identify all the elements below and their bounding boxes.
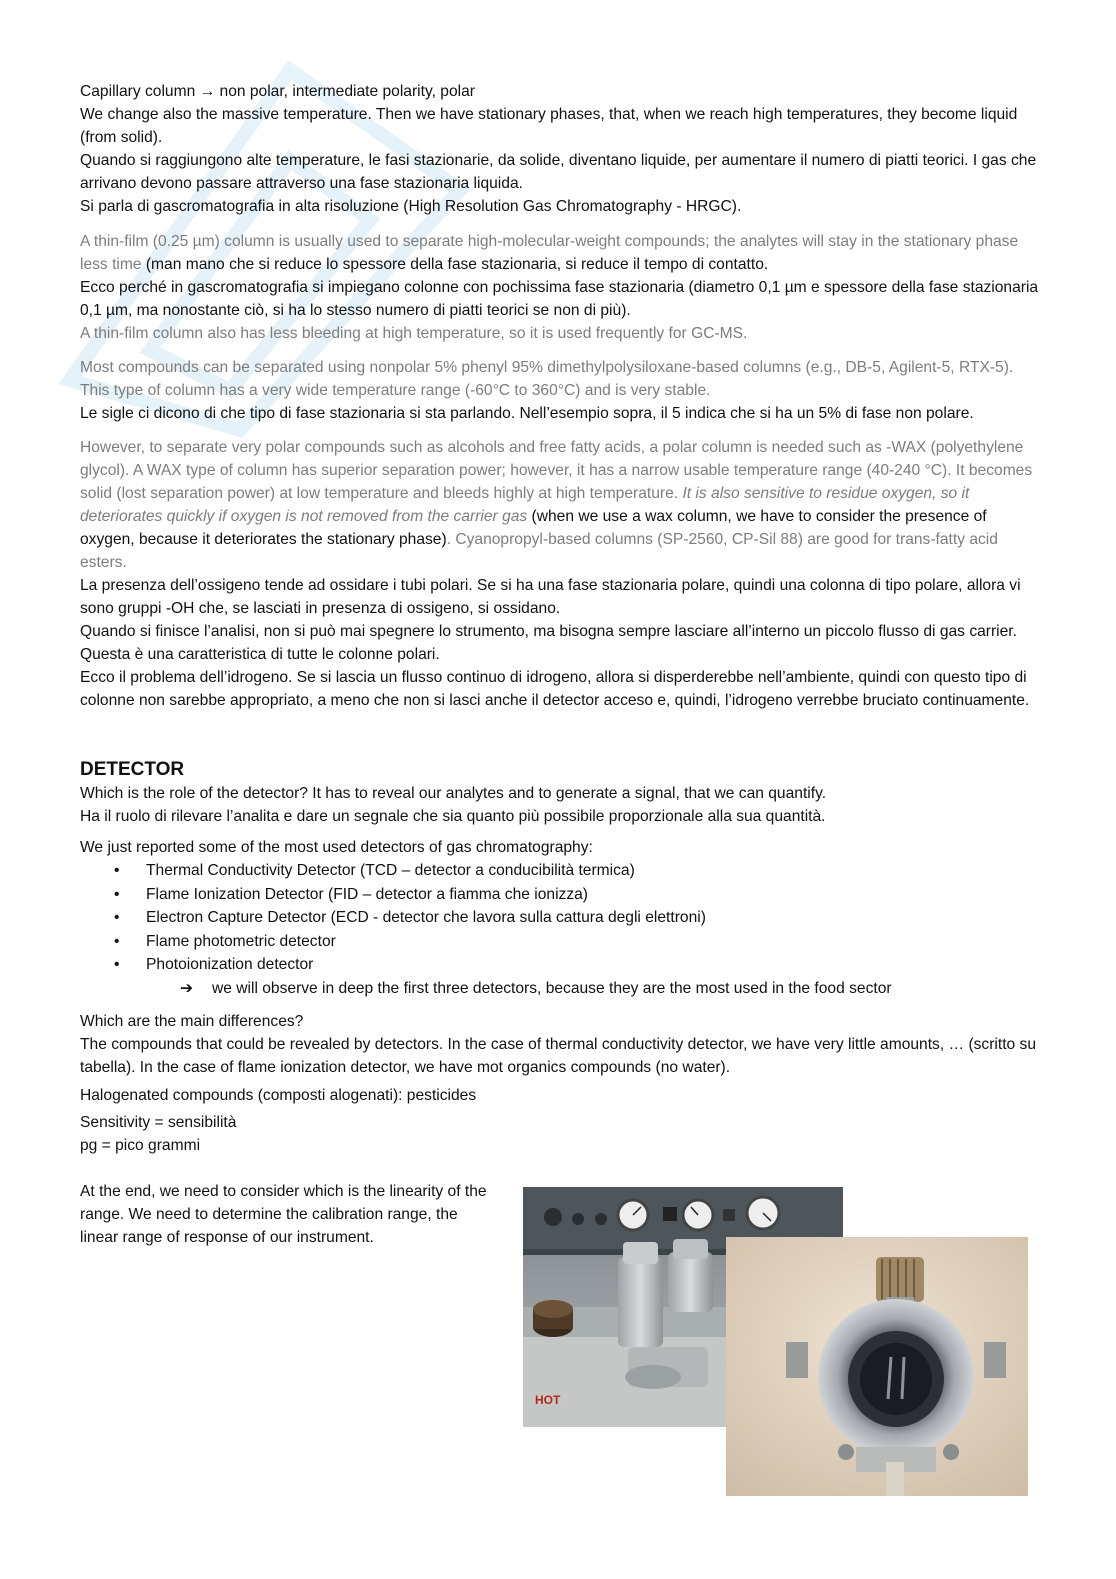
detector-heading: DETECTOR	[80, 759, 185, 780]
text-detector-role: Which is the role of the detector? It has to reveal our analytes and to generate a signal, that we can quantify.	[80, 785, 827, 802]
list-item: • Flame Ionization Detector (FID – detector a fiamma che ionizza)	[80, 883, 1040, 907]
text-thin-film-note: (man mano che si reduce lo spessore della fase stazionaria, si reduce il tempo di contatto.	[141, 256, 769, 273]
text-thin-film	[80, 230, 1040, 276]
text-hrgc: Si parla di gascromatografia in alta risoluzione (High Resolution Gas Chromatography - HRGC).	[80, 198, 742, 215]
text-detector-ruolo: Ha il ruolo di rilevare l’analita e dare un segnale che sia quanto più possibile proporzionale alla sua quantità.	[80, 808, 826, 825]
text-detectors-intro: We just reported some of the most used detectors of gas chromatography:	[80, 839, 593, 856]
text-picogrammi: pg = pico grammi	[80, 1137, 201, 1154]
text-le-sigle: Le sigle ci dicono di che tipo di fase stazionaria si sta parlando. Nell’esempio sopra, il 5 indica che si ha un 5% di fase non polare.	[80, 405, 974, 422]
page-content	[80, 80, 1040, 1249]
text-linearity: At the end, we need to consider which is the linearity of the range. We need to determine the calibration range, the linear range of response of our instrument.	[80, 1183, 487, 1246]
text-ossigeno: La presenza dell’ossigeno tende ad ossidare i tubi polari. Se si ha una fase stazionaria polare, quindi una colonna di tipo polare, allora vi sono gruppi -OH che, se lasciati in presenza di ossigeno, si ossidano.	[80, 577, 1021, 617]
hot-label: HOT	[535, 1393, 561, 1407]
text-less-bleeding: A thin-film column also has less bleeding at high temperature, so it is used frequently for GC-MS.	[80, 325, 748, 342]
bullet-icon: •	[114, 862, 120, 879]
arrow-note: ➔ we will observe in deep the first three detectors, because they are the most used in the food sector	[80, 977, 1040, 1001]
text-massive-temperature: We change also the massive temperature. Then we have stationary phases, that, when we reach high temperatures, they become liquid (from solid).	[80, 106, 1018, 146]
text-halogenated: Halogenated compounds (composti alogenati): pesticides	[80, 1087, 477, 1104]
text-sensitivity: Sensitivity = sensibilità	[80, 1114, 237, 1131]
bullet-icon: •	[114, 885, 120, 903]
list-item: • Electron Capture Detector (ECD - detector che lavora sulla cattura degli elettroni)	[80, 906, 1040, 930]
text-polar-compounds	[80, 436, 1040, 574]
list-item: • Photoionization detector	[80, 953, 1040, 977]
text-fine-analisi: Quando si finisce l’analisi, non si può mai spegnere lo strumento, ma bisogna sempre lasciare all’interno un piccolo flusso di gas carrier. Questa è una caratteristica di tutte le colonne polari.	[80, 623, 1017, 663]
text-ecco-perche: Ecco perché in gascromatografia si impiegano colonne con pochissima fase stazionaria (diametro 0,1 µm e spessore della fase stazionaria 0,1 µm, ma nonostante ciò, si ha lo stesso numero di piatti teorici se non di più).	[80, 279, 1039, 319]
text-nonpolar-columns: Most compounds can be separated using nonpolar 5% phenyl 95% dimethylpolysiloxane-based columns (e.g., DB-5, Agilent-5, RTX-5). This type of column has a very wide temperature range (-60°C to 360°C) and is very stable.	[80, 359, 1014, 399]
bullet-icon: •	[114, 956, 120, 973]
text-idrogeno: Ecco il problema dell’idrogeno. Se si lascia un flusso continuo di idrogeno, allora si disperderebbe nell’ambiente, quindi con questo tipo di colonne non sarebbe appropriato, a meno che non si lasci anche il detector acceso e, quindi, l’idrogeno verrebbe bruciato continuamente.	[80, 669, 1030, 709]
text-alte-temperature: Quando si raggiungono alte temperature, le fasi stazionarie, da solide, diventano liquide, per aumentare il numero di piatti teorici. I gas che arrivano devono passare attraverso una fase stazionaria liquida.	[80, 152, 1037, 192]
list-item: • Flame photometric detector	[80, 930, 1040, 954]
arrow-right-icon: ➔	[180, 979, 194, 997]
text-oxygen-italic: It is also sensitive to residue oxygen, so it deteriorates quickly if oxygen is not removed from the carrier gas	[80, 485, 970, 525]
detector-list	[80, 859, 1040, 977]
text-compounds-revealed: The compounds that could be revealed by detectors. In the case of thermal conductivity detector, we have very little amounts, … (scritto su tabella). In the case of flame ionization detector, we have mot organics compounds (no water).	[80, 1036, 1037, 1076]
text-cyanopropyl: . Cyanopropyl-based columns (SP-2560, CP-Sil 88) are good for trans-fatty acid esters.	[80, 531, 998, 571]
text-main-differences: Which are the main differences?	[80, 1013, 304, 1030]
fid-detector-photo	[726, 1237, 1028, 1496]
text-wax-note: (when we use a wax column, we have to consider the presence of oxygen, because it deteriorates the stationary phase)	[80, 508, 987, 548]
bullet-icon: •	[114, 932, 120, 950]
text-capillary-column: Capillary column → non polar, intermediate polarity, polar	[80, 83, 475, 100]
text-thin-film-gray: A thin-film (0.25 µm) column is usually used to separate high-molecular-weight compounds; the analytes will stay in the stationary phase less time	[80, 233, 1019, 273]
list-item: • Thermal Conductivity Detector (TCD – detector a conducibilità termica)	[80, 859, 1040, 883]
bullet-icon: •	[114, 909, 120, 926]
text-wax-gray: However, to separate very polar compounds such as alcohols and free fatty acids, a polar column is needed such as -WAX (polyethylene glycol). A WAX type of column has superior separation power; however, it has a narrow usable temperature range (40-240 °C). It becomes solid (lost separation power) at low temperature and bleeds highly at high temperature.	[80, 439, 1033, 502]
